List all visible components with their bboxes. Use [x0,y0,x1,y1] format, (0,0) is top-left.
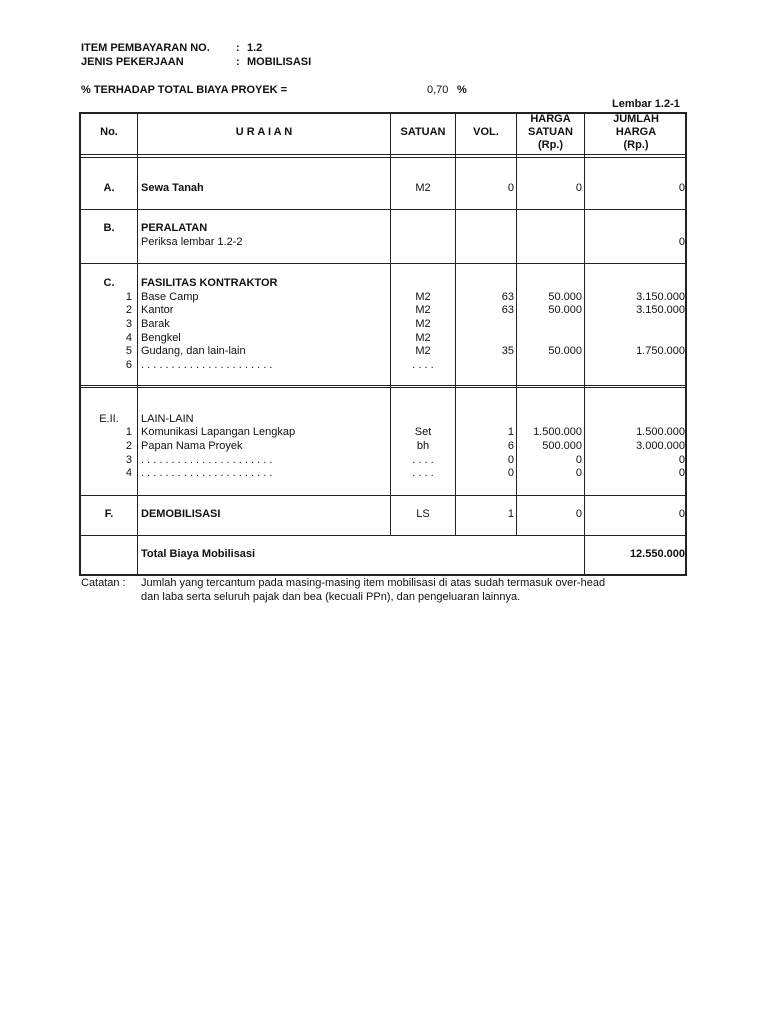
row-vol: 6 [507,440,514,452]
row-vol: 35 [501,345,514,357]
jenis-pekerjaan-sep: : [236,56,240,68]
row-desc: Barak [141,318,170,330]
section-f-harga: 0 [575,508,582,520]
row-harga: 0 [575,467,582,479]
row-satuan: M2 [415,332,431,344]
row-divider-double [79,387,687,388]
catatan-label: Catatan : [81,577,126,589]
section-f-satuan: LS [416,508,430,520]
catatan-line-1: Jumlah yang tercantum pada masing-masing item mobilisasi di atas sudah termasuk over-head [141,577,606,589]
row-desc: Kantor [141,304,174,316]
row-desc: Bengkel [141,332,181,344]
row-index: 2 [125,440,132,452]
row-divider [79,535,687,536]
persen-value: 0,70 [427,84,449,96]
row-jumlah: 0 [678,454,685,466]
row-jumlah: 3.150.000 [636,304,685,316]
item-pembayaran-sep: : [236,42,240,54]
row-index: 6 [125,359,132,371]
row-harga: 500.000 [542,440,582,452]
section-c-title: FASILITAS KONTRAKTOR [141,277,278,289]
row-desc: . . . . . . . . . . . . . . . . . . . . . . [141,359,273,371]
section-f-title: DEMOBILISASI [141,508,221,520]
row-vol: 0 [507,467,514,479]
item-pembayaran-label: ITEM PEMBAYARAN NO. [81,42,210,54]
row-harga: 50.000 [548,304,582,316]
row-index: 5 [125,345,132,357]
row-jumlah: 1.750.000 [636,345,685,357]
row-jumlah: 3.000.000 [636,440,685,452]
col-header-jumlah-3: (Rp.) [623,139,649,151]
row-satuan: M2 [415,291,431,303]
col-divider [584,112,585,576]
row-harga: 1.500.000 [533,426,582,438]
section-a-jumlah: 0 [678,182,685,194]
row-desc: Komunikasi Lapangan Lengkap [141,426,296,438]
row-index: 4 [125,332,132,344]
row-jumlah: 1.500.000 [636,426,685,438]
row-satuan: . . . . [412,454,434,466]
row-satuan: . . . . [412,467,434,479]
row-satuan: Set [414,426,432,438]
section-a-satuan: M2 [415,182,431,194]
row-index: 3 [125,454,132,466]
row-satuan: M2 [415,318,431,330]
col-header-harga-2: SATUAN [527,126,573,138]
section-f-vol: 1 [507,508,514,520]
section-a-title: Sewa Tanah [141,182,204,194]
header-divider-double [79,157,687,158]
row-divider [79,495,687,496]
row-divider [79,209,687,210]
total-label: Total Biaya Mobilisasi [141,548,256,560]
jenis-pekerjaan-label: JENIS PEKERJAAN [81,56,184,68]
row-vol: 1 [507,426,514,438]
row-index: 3 [125,318,132,330]
row-index: 1 [125,426,132,438]
total-value: 12.550.000 [629,548,685,560]
section-a-no: A. [103,182,115,194]
col-header-harga-1: HARGA [530,113,571,125]
row-harga: 0 [575,454,582,466]
row-vol: 0 [507,454,514,466]
row-index: 2 [125,304,132,316]
item-pembayaran-value: 1.2 [247,42,263,54]
section-f-no: F. [104,508,114,520]
row-index: 4 [125,467,132,479]
section-b-no: B. [103,222,115,234]
row-satuan: M2 [415,345,431,357]
row-divider [79,263,687,264]
col-header-vol: VOL. [473,126,499,138]
persen-unit: % [457,84,467,96]
row-desc: Gudang, dan lain-lain [141,345,246,357]
section-b-note: Periksa lembar 1.2-2 [141,236,243,248]
section-b-title: PERALATAN [141,222,208,234]
catatan-line-2: dan laba serta seluruh pajak dan bea (kecuali PPn), dan pengeluaran lainnya. [141,591,521,603]
row-divider [79,385,687,386]
section-c-no: C. [103,277,115,289]
col-header-no: No. [100,126,118,138]
lembar-label: Lembar 1.2-1 [612,98,680,110]
row-desc: . . . . . . . . . . . . . . . . . . . . . . [141,467,273,479]
section-b-jumlah: 0 [678,236,685,248]
col-header-jumlah-1: JUMLAH [613,113,659,125]
col-header-satuan: SATUAN [400,126,446,138]
section-a-harga: 0 [575,182,582,194]
persen-label: % TERHADAP TOTAL BIAYA PROYEK = [81,84,288,96]
row-harga: 50.000 [548,345,582,357]
row-vol: 63 [501,291,514,303]
row-index: 1 [125,291,132,303]
row-desc: Papan Nama Proyek [141,440,243,452]
row-satuan: . . . . [412,359,434,371]
row-satuan: M2 [415,304,431,316]
col-header-jumlah-2: HARGA [615,126,657,138]
header-divider [79,154,687,155]
section-e-no: E.II. [99,413,119,425]
row-jumlah: 0 [678,467,685,479]
col-header-harga-3: (Rp.) [537,139,564,151]
row-jumlah: 3.150.000 [636,291,685,303]
row-harga: 50.000 [548,291,582,303]
section-e-title: LAIN-LAIN [141,413,194,425]
row-satuan: bh [416,440,430,452]
section-f-jumlah: 0 [678,508,685,520]
section-a-vol: 0 [507,182,514,194]
row-desc: . . . . . . . . . . . . . . . . . . . . . . [141,454,273,466]
row-vol: 63 [501,304,514,316]
jenis-pekerjaan-value: MOBILISASI [247,56,312,68]
col-header-uraian: U R A I A N [235,126,293,138]
row-desc: Base Camp [141,291,199,303]
